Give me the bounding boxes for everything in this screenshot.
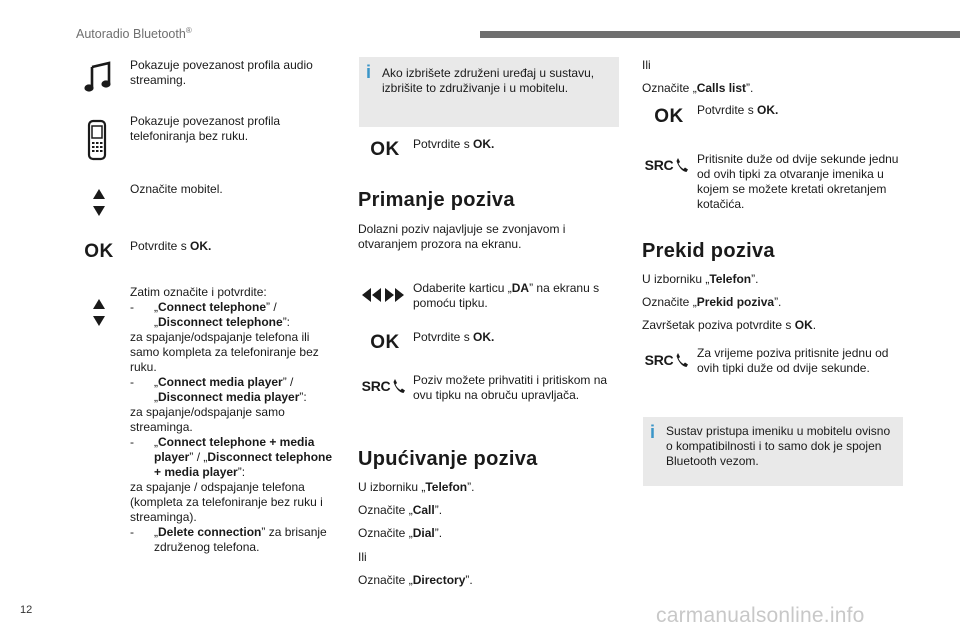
page-number: 12 [20, 604, 33, 616]
confirm-ok-text: Potvrdite s OK. [413, 137, 495, 151]
list-item: - „Connect telephone” / „Disconnect telephone”: [130, 300, 291, 329]
confirm-ok-text: Potvrdite s OK. [697, 103, 779, 117]
section-title-make-call: Upućivanje poziva [358, 448, 538, 470]
confirm-ok-text: Potvrdite s OK. [413, 330, 495, 344]
watermark: carmanualsonline.info [656, 604, 865, 627]
list-item: - „Delete connection” za brisanje združenog telefona. [130, 525, 327, 554]
info-phonebook-text: Sustav pristupa imeniku u mobitelu ovisno o kompatibilnosti i to samo dok je spojen Bluetooth vezom. [666, 424, 891, 468]
info-icon: i [650, 422, 656, 442]
or-text: Ili [358, 550, 367, 564]
ok-button-icon: OK [370, 139, 400, 160]
select-tab-text: Odaberite karticu „DA” na ekranu s pomoću tipku. [413, 281, 600, 310]
src-phone-icon [643, 350, 691, 370]
select-mobile-text: Označite mobitel. [130, 182, 223, 196]
receive-call-text: Dolazni poziv najavljuje se zvonjavom i otvaranjem prozora na ekranu. [358, 222, 566, 251]
ok-button-icon: OK [370, 332, 400, 353]
section-title-end-call: Prekid poziva [642, 240, 775, 262]
select-dial-text: Označite „Dial”. [358, 526, 443, 540]
then-select-text: Zatim označite i potvrdite: [130, 285, 267, 299]
list-item-desc: za spajanje / odspajanje telefona (kompleta za telefoniranje bez ruku i streaminga). [130, 480, 323, 524]
confirm-ok-text: Potvrdite s OK. [130, 239, 212, 253]
or-text: Ili [642, 58, 651, 72]
page-header-title: Autoradio Bluetooth® [76, 26, 192, 42]
src-label: SRC [644, 157, 674, 173]
select-end-call-text: Označite „Prekid poziva”. [642, 295, 782, 309]
select-directory-text: Označite „Directory”. [358, 573, 473, 587]
src-label: SRC [644, 352, 674, 368]
up-down-arrows-icon-2 [92, 294, 106, 330]
accept-call-text: Poziv možete prihvatiti i pritiskom na ovu tipku na obruču upravljača. [413, 373, 608, 402]
ok-button-icon: OK [654, 106, 684, 127]
finish-call-text: Završetak poziva potvrdite s OK. [642, 318, 817, 332]
src-label: SRC [361, 378, 391, 394]
registered-mark: ® [185, 26, 192, 35]
up-down-arrows-icon [92, 184, 106, 220]
section-title-receive-call: Primanje poziva [358, 189, 515, 211]
info-icon: i [366, 62, 372, 82]
connection-options-list [130, 300, 340, 555]
seek-arrows-icon [361, 286, 405, 304]
make-call-menu-text: U izborniku „Telefon”. [358, 480, 475, 494]
list-item-desc: za spajanje/odspajanje telefona ili samo kompleta za telefoniranje bez ruku. [130, 330, 319, 374]
ok-button-icon: OK [84, 241, 114, 262]
src-phone-icon [643, 155, 691, 175]
list-item: - „Connect telephone + media player” / „Disconnect telephone + media player”: [130, 435, 333, 479]
select-calls-list-text: Označite „Calls list”. [642, 81, 754, 95]
audio-profile-text: Pokazuje povezanost profila audio streaming. [130, 58, 313, 87]
open-directory-text: Pritisnite duže od dvije sekunde jednu od ovih tipki za otvaranje imenika u kojem se možete kretati okretanjem kotačića. [697, 152, 899, 211]
select-call-text: Označite „Call”. [358, 503, 443, 517]
end-call-menu-text: U izborniku „Telefon”. [642, 272, 759, 286]
list-item-desc: za spajanje/odspajanje samo streaminga. [130, 405, 285, 434]
phone-profile-text: Pokazuje povezanost profila telefoniranja bez ruku. [130, 114, 281, 143]
list-item: - „Connect media player” / „Disconnect media player”: [130, 375, 307, 404]
music-note-icon [82, 60, 114, 94]
mobile-phone-icon [86, 118, 108, 162]
header-bar [480, 31, 960, 38]
info-delete-text: Ako izbrišete združeni uređaj u sustavu, izbrišite to združivanje i u mobitelu. [382, 66, 595, 95]
during-call-text: Za vrijeme poziva pritisnite jednu od ovih tipki duže od dvije sekunde. [697, 346, 889, 375]
src-phone-icon [360, 376, 408, 396]
